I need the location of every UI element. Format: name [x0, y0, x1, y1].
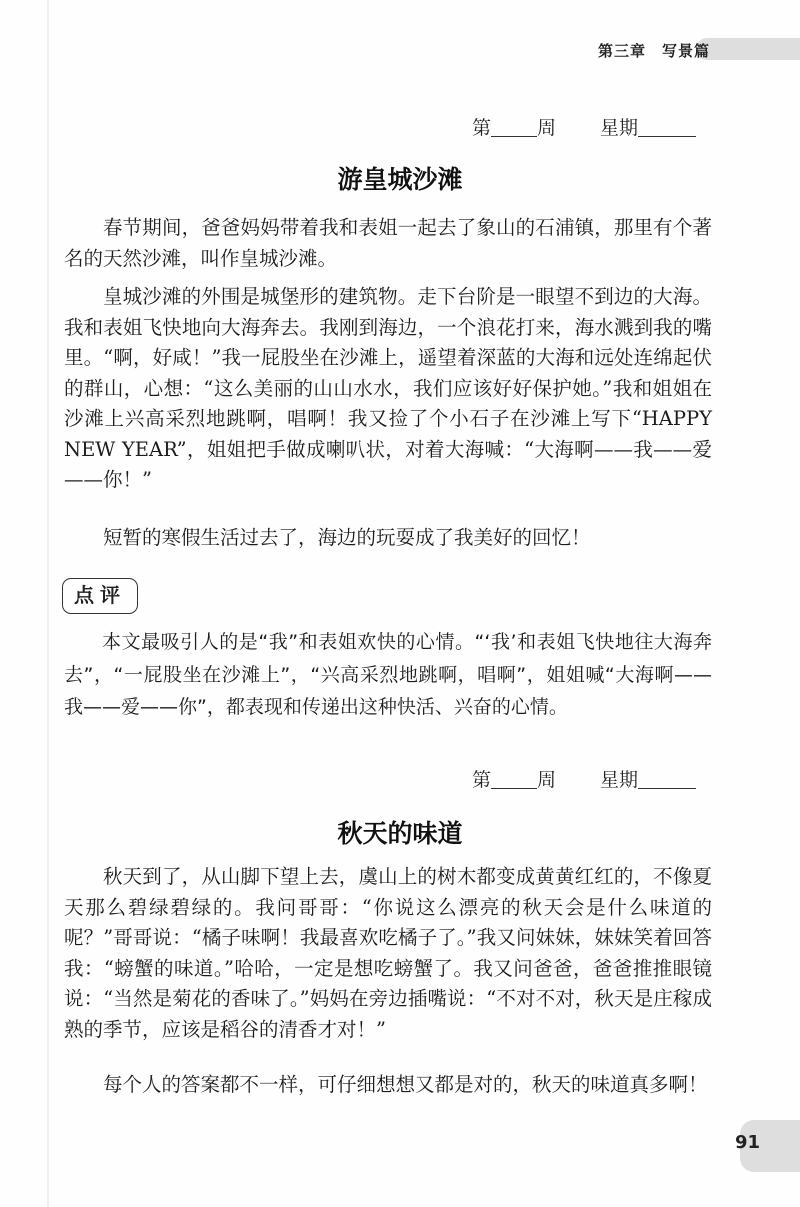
- weekday-label: 星期: [600, 117, 639, 139]
- week-suffix: 周: [537, 117, 557, 139]
- essay-paragraph: 皇城沙滩的外围是城堡形的建筑物。走下台阶是一眼望不到边的大海。我和表姐飞快地向大海奔去。我刚到海边，一个浪花打来，海水溅到我的嘴里。“啊，好咸！”我一屁股坐在沙滩上，遥望着深蓝的大海和远处连绵起伏的群山，心想：“这么美丽的山山水水，我们应该好好保护她。”我和姐姐在沙滩上兴高采烈地跳啊，唱啊！我又捡了个小石子在沙滩上写下“HAPPY NEW YEAR”，姐姐把手做成喇叭状，对着大海喊：“大海啊——我——爱——你！”: [64, 285, 712, 491]
- page-number: 91: [735, 1132, 761, 1153]
- dateline-1: [472, 113, 696, 140]
- essay-title: 游皇城沙滩: [337, 165, 463, 194]
- header-tab: [696, 38, 800, 60]
- essay-title: 秋天的味道: [337, 819, 463, 848]
- essay-paragraph: 每个人的答案都不一样，可仔细想想又都是对的，秋天的味道真多啊！: [103, 1073, 708, 1096]
- essay-paragraph: 春节期间，爸爸妈妈带着我和表姐一起去了象山的石浦镇，那里有个著名的天然沙滩，叫作皇城沙滩。: [64, 216, 712, 270]
- essay-paragraph: 秋天到了，从山脚下望上去，虞山上的树木都变成黄黄红红的，不像夏天那么碧绿碧绿的。我问哥哥：“你说这么漂亮的秋天会是什么味道的呢？”哥哥说：“橘子味啊！我最喜欢吃橘子了。”我又问妹妹，妹妹笑着回答我：“螃蟹的味道。”哈哈，一定是想吃螃蟹了。我又问爸爸，爸爸推推眼镜说：“当然是菊花的香味了。”妈妈在旁边插嘴说：“不对不对，秋天是庄稼成熟的季节，应该是稻谷的清香才对！”: [64, 865, 712, 1041]
- week-blank: [491, 769, 537, 789]
- week-blank: [491, 117, 537, 137]
- review-text: 本文最吸引人的是“我”和表姐欢快的心情。“‘我’和表姐飞快地往大海奔去”，“一屁股坐在沙滩上”，“兴高采烈地跳啊，唱啊”，姐姐喊“大海啊——我——爱——你”，都表现和传递出这种快活、兴奋的心情。: [64, 631, 712, 718]
- weekday-blank: [638, 769, 696, 789]
- week-suffix: 周: [537, 769, 557, 791]
- essay-paragraph: 短暂的寒假生活过去了，海边的玩耍成了我美好的回忆！: [103, 526, 591, 549]
- weekday-label: 星期: [600, 769, 639, 791]
- dateline-2: [472, 765, 696, 792]
- review-badge: 点评: [62, 578, 138, 614]
- week-prefix: 第: [472, 769, 492, 791]
- chapter-header: 第三章 写景篇: [598, 42, 711, 60]
- week-prefix: 第: [472, 117, 492, 139]
- weekday-blank: [638, 117, 696, 137]
